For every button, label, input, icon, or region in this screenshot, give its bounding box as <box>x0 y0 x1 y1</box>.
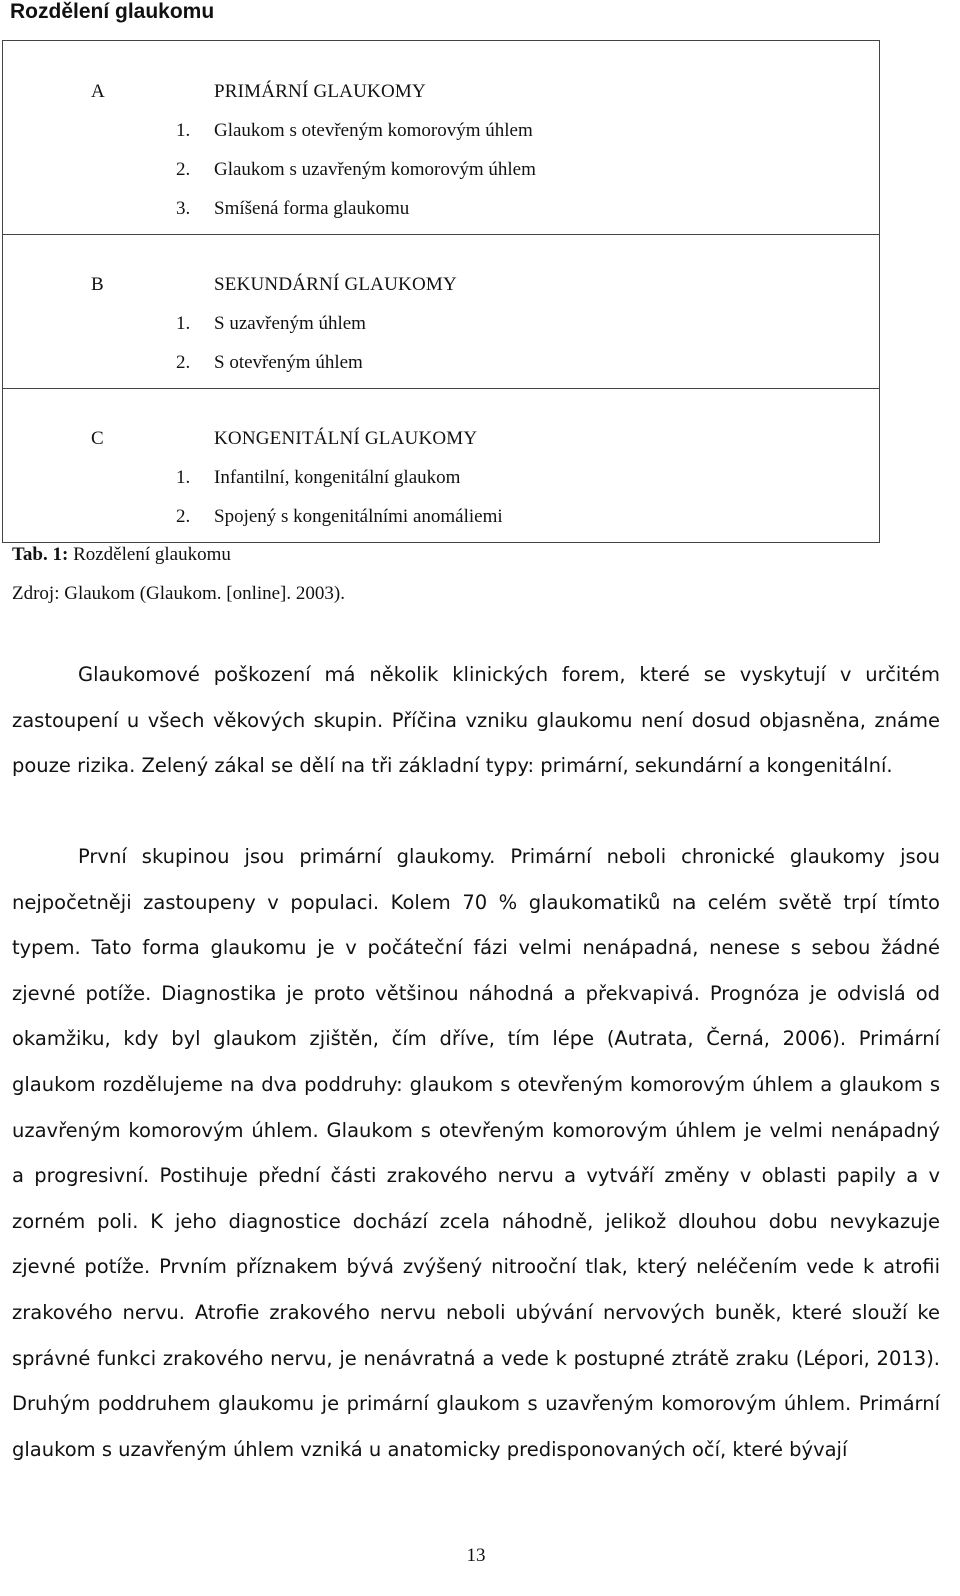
caption-label: Tab. 1: <box>12 544 69 565</box>
row-a-title: PRIMÁRNÍ GLAUKOMY <box>214 81 426 102</box>
item-text: Smíšená forma glaukomu <box>214 198 410 219</box>
table-source: Zdroj: Glaukom (Glaukom. [online]. 2003). <box>12 583 345 604</box>
paragraph-text: Glaukomové poškození má několik klinických forem, které se vyskytují v určitém zastoupení u všech věkových skupin. Příčina vzniku glaukomu není dosud objasněna, známe pouze rizika. Zelený zákal se dělí na tři základní typy: primární, sekundární a kongenitální. <box>12 663 940 778</box>
item-text: Glaukom s otevřeným komorovým úhlem <box>214 120 533 141</box>
row-b-item <box>176 352 363 374</box>
row-a-item <box>176 120 533 142</box>
row-c-item <box>176 506 503 528</box>
row-b-title: SEKUNDÁRNÍ GLAUKOMY <box>214 274 457 295</box>
paragraph <box>12 652 940 789</box>
table-row-separator <box>2 234 880 235</box>
row-a-item <box>176 159 536 181</box>
item-text: Infantilní, kongenitální glaukom <box>214 467 461 488</box>
item-number: 3. <box>176 198 191 219</box>
table-row-separator <box>2 388 880 389</box>
item-number: 2. <box>176 159 191 180</box>
caption-text: Rozdělení glaukomu <box>73 544 231 565</box>
item-number: 1. <box>176 120 191 141</box>
item-text: S otevřeným úhlem <box>214 352 363 373</box>
paragraph-text: První skupinou jsou primární glaukomy. Primární neboli chronické glaukomy jsou nejpočetněji zastoupeny v populaci. Kolem 70 % glaukomatiků na celém světě trpí tímto typem. Tato forma glaukomu je v počáteční fázi velmi nenápadná, nenese s sebou žádné zjevné potíže. Diagnostika je proto většinou náhodná a překvapivá. Prognóza je odvislá od okamžiku, kdy byl glaukom zjištěn, čím dříve, tím lépe (Autrata, Černá, 2006). Primární glaukom rozdělujeme na dva poddruhy: glaukom s otevřeným komorovým úhlem a glaukom s uzavřeným komorovým úhlem. Glaukom s otevřeným komorovým úhlem je velmi nenápadný a progresivní. Postihuje přední části zrakového nervu a vytváří změny v oblasti papily a v zorném poli. K jeho diagnostice dochází zcela náhodně, jelikož dlouhou dobu nevykazuje zjevné potíže. Prvním příznakem bývá zvýšený nitrooční tlak, který neléčením vede k atrofii zrakového nervu. Atrofie zrakového nervu neboli ubývání nervových buněk, které slouží ke správné funkci zrakového nervu, je nenávratná a vede k postupné ztrátě zraku (Lépori, 2013). Druhým poddruhem glaukomu je primární glaukom s uzavřeným komorovým úhlem. Primární glaukom s uzavřeným úhlem vzniká u anatomicky predisponovaných očí, které bývají <box>12 845 940 1461</box>
item-number: 2. <box>176 352 191 373</box>
item-text: S uzavřeným úhlem <box>214 313 366 334</box>
item-number: 1. <box>176 467 191 488</box>
page-number: 13 <box>466 1545 486 1566</box>
row-a-letter: A <box>91 81 105 102</box>
page-heading: Rozdělení glaukomu <box>10 0 215 23</box>
row-b-item <box>176 313 366 335</box>
paragraph <box>12 834 940 1472</box>
item-text: Glaukom s uzavřeným komorovým úhlem <box>214 159 536 180</box>
row-c-item <box>176 467 460 489</box>
row-c-letter: C <box>91 428 104 449</box>
table-caption <box>12 544 231 566</box>
row-a-item <box>176 198 409 220</box>
row-b-letter: B <box>91 274 104 295</box>
row-c-title: KONGENITÁLNÍ GLAUKOMY <box>214 428 478 449</box>
item-number: 1. <box>176 313 191 334</box>
item-text: Spojený s kongenitálními anomáliemi <box>214 506 503 527</box>
item-number: 2. <box>176 506 191 527</box>
